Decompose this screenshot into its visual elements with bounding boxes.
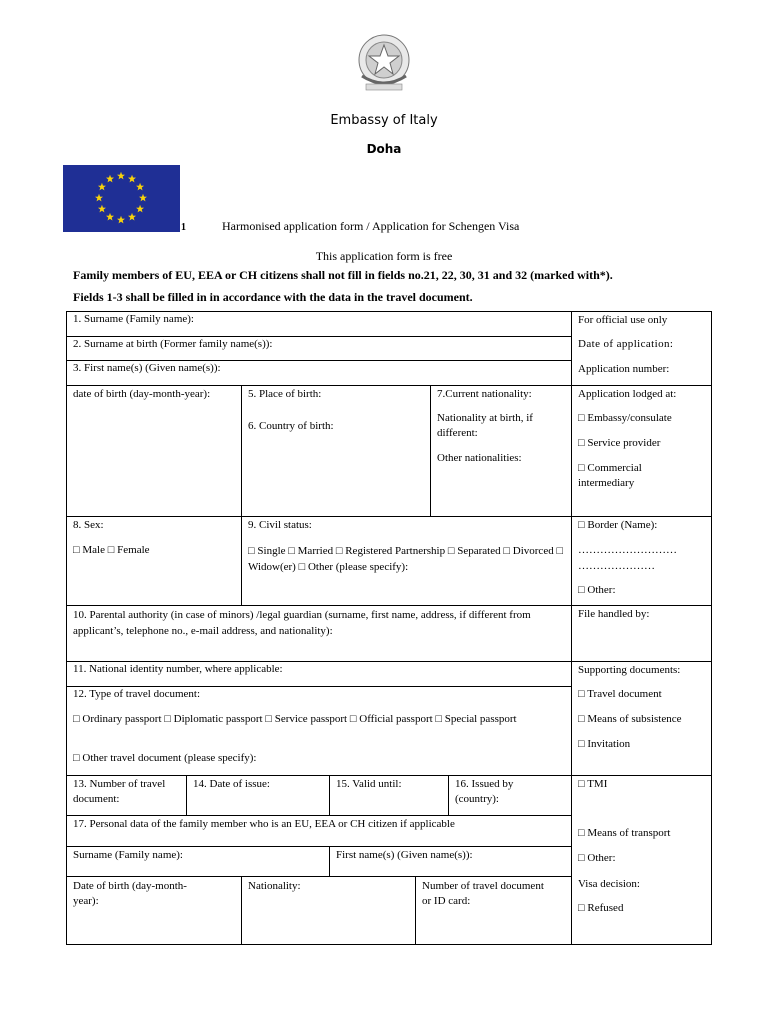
official-application-number: Application number: (578, 363, 670, 375)
italian-emblem-icon (352, 32, 416, 98)
official-other2-checkbox[interactable]: □ Other: (578, 852, 616, 864)
field-1-surname[interactable]: 1. Surname (Family name): (73, 313, 194, 325)
field-15-valid-until[interactable]: 15. Valid until: (336, 778, 402, 790)
eu-flag (63, 165, 180, 232)
field-17-date-of-birth[interactable]: Date of birth (day-month-year): (73, 880, 187, 907)
official-invitation-checkbox[interactable]: □ Invitation (578, 738, 631, 750)
field-14-date-of-issue[interactable]: 14. Date of issue: (193, 778, 270, 790)
field-9-civil-status: 9. Civil status: (248, 519, 312, 531)
field-2-surname-at-birth[interactable]: 2. Surname at birth (Former family name(s)): (73, 338, 273, 350)
official-border-dots-1: ……………………… (578, 544, 677, 556)
flag-star-icon (106, 213, 114, 221)
field-8-sex-options[interactable]: □ Male □ Female (73, 544, 150, 556)
field-4-date-of-birth[interactable]: date of birth (day-month-year): (73, 388, 211, 400)
form-title: Harmonised application form / Application for Schengen Visa (222, 219, 520, 233)
official-other-checkbox[interactable]: □ Other: (578, 584, 616, 596)
official-visa-decision: Visa decision: (578, 878, 640, 890)
field-13-document-number[interactable]: 13. Number of travel document: (73, 778, 166, 805)
fields-notice: Fields 1-3 shall be filled in in accordance with the data in the travel document. (73, 290, 473, 304)
official-embassy-checkbox[interactable]: □ Embassy/consulate (578, 412, 672, 424)
field-7-other-nationalities[interactable]: Other nationalities: (437, 452, 522, 464)
flag-star-icon (136, 205, 144, 213)
official-transport-checkbox[interactable]: □ Means of transport (578, 827, 671, 839)
field-11-national-id[interactable]: 11. National identity number, where applicable: (73, 663, 283, 675)
official-lodged-at: Application lodged at: (578, 388, 677, 400)
field-9-civil-status-options[interactable]: □ Single □ Married □ Registered Partnership □ Separated □ Divorced □ Widow(er) □ Other (please specify): (248, 545, 564, 573)
official-supporting-documents: Supporting documents: (578, 664, 681, 676)
official-commercial-checkbox[interactable]: □ Commercial intermediary (578, 462, 642, 489)
official-refused-checkbox[interactable]: □ Refused (578, 902, 624, 914)
flag-star-icon (98, 205, 106, 213)
free-notice: This application form is free (315, 249, 453, 263)
flag-star-icon (98, 183, 106, 191)
official-border-dots-2: ………………… (578, 560, 655, 572)
flag-star-icon (128, 213, 136, 221)
field-7-nationality-at-birth[interactable]: Nationality at birth, if different: (437, 412, 533, 439)
field-3-first-names[interactable]: 3. First name(s) (Given name(s)): (73, 362, 221, 374)
official-tmi-checkbox[interactable]: □ TMI (578, 778, 608, 790)
flag-star-icon (95, 194, 103, 202)
flag-star-icon (128, 175, 136, 183)
footnote-marker: 1 (181, 222, 186, 233)
flag-star-icon (117, 216, 125, 224)
family-members-notice: Family members of EU, EEA or CH citizens shall not fill in fields no.21, 22, 30, 31 and 32 (marked with*). (73, 268, 613, 282)
field-17-surname[interactable]: Surname (Family name): (73, 849, 183, 861)
field-8-sex: 8. Sex: (73, 519, 104, 531)
official-file-handled-by: File handled by: (578, 608, 650, 620)
field-16-issued-by[interactable]: 16. Issued by (country): (455, 778, 514, 805)
field-12-travel-document-type: 12. Type of travel document: (73, 688, 201, 700)
field-12-other-document[interactable]: □ Other travel document (please specify): (73, 752, 257, 764)
embassy-name: Embassy of Italy (330, 113, 438, 128)
flag-star-icon (106, 175, 114, 183)
city-name: Doha (366, 142, 402, 156)
field-17-first-names[interactable]: First name(s) (Given name(s)): (336, 849, 473, 861)
flag-star-icon (139, 194, 147, 202)
field-6-country-of-birth[interactable]: 6. Country of birth: (248, 420, 334, 432)
field-17-document-number[interactable]: Number of travel document or ID card: (422, 880, 544, 907)
official-service-provider-checkbox[interactable]: □ Service provider (578, 437, 661, 449)
field-7-current-nationality[interactable]: 7.Current nationality: (437, 388, 532, 400)
flag-star-icon (136, 183, 144, 191)
field-17-nationality[interactable]: Nationality: (248, 880, 301, 892)
official-border-checkbox[interactable]: □ Border (Name): (578, 519, 658, 531)
field-17-family-member: 17. Personal data of the family member who is an EU, EEA or CH citizen if applicable (73, 818, 455, 830)
field-5-place-of-birth[interactable]: 5. Place of birth: (248, 388, 322, 400)
field-10-parental-authority[interactable]: 10. Parental authority (in case of minors) /legal guardian (surname, first name, address, if different from applicant’s, telephone no., e-mail address, and nationality): (73, 609, 531, 637)
official-subsistence-checkbox[interactable]: □ Means of subsistence (578, 713, 682, 725)
field-12-document-options[interactable]: □ Ordinary passport □ Diplomatic passport □ Service passport □ Official passport □ Special passport (73, 713, 517, 725)
official-date-of-application: Date of application: (578, 338, 674, 350)
official-travel-document-checkbox[interactable]: □ Travel document (578, 688, 662, 700)
flag-star-icon (117, 172, 125, 180)
official-use-title: For official use only (578, 314, 668, 326)
